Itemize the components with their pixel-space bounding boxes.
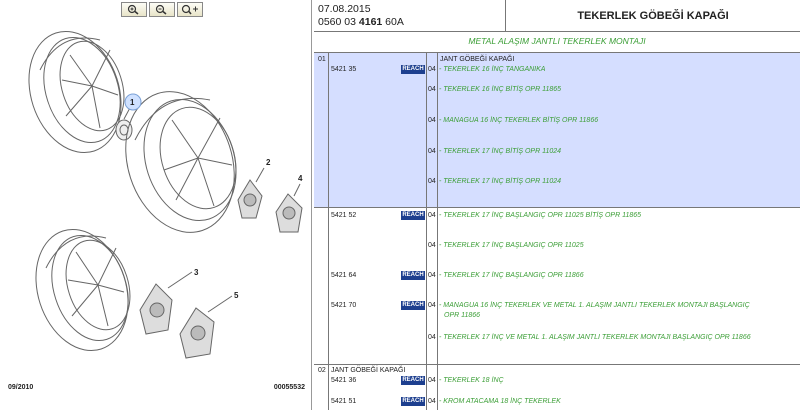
header-info bbox=[314, 0, 506, 32]
header-date: 07.08.2015 bbox=[318, 3, 371, 15]
part-description: - MANAGUA 16 İNÇ TEKERLEK VE METAL 1. ALAŞIM JANTLI TEKERLEK MONTAJI BAŞLANGIÇ bbox=[439, 302, 750, 309]
part-description: - TEKERLEK 16 İNÇ TANGANIKA bbox=[439, 66, 546, 73]
part-description: - MANAGUA 16 İNÇ TEKERLEK BİTİŞ OPR 11866 bbox=[439, 117, 599, 124]
zoom-out-icon bbox=[155, 4, 169, 15]
parts-group-1[interactable] bbox=[314, 53, 800, 207]
part-description: - TEKERLEK 17 İNÇ BAŞLANGIÇ OPR 11866 bbox=[439, 272, 584, 279]
diagram-drawing-code: 00055532 bbox=[273, 384, 305, 391]
group-number: 01 bbox=[318, 56, 326, 63]
reach-badge: REACH bbox=[402, 272, 424, 278]
part-description: - TEKERLEK 16 İNÇ BİTİŞ OPR 11865 bbox=[439, 86, 562, 93]
callout-3[interactable]: 3 bbox=[194, 268, 199, 277]
code: 04 bbox=[428, 212, 436, 219]
hub-cap-5-drawing bbox=[180, 296, 232, 358]
hub-cap-4-drawing bbox=[276, 184, 302, 232]
part-description: - TEKERLEK 17 İNÇ BİTİŞ OPR 11024 bbox=[439, 178, 562, 185]
page-title: TEKERLEK GÖBEĞİ KAPAĞI bbox=[577, 10, 729, 22]
ref-number[interactable]: 5421 51 bbox=[331, 398, 357, 405]
code: 04 bbox=[428, 66, 436, 73]
zoom-fit-button[interactable] bbox=[177, 2, 203, 17]
part-description: - TEKERLEK 17 İNÇ BAŞLANGIÇ OPR 11025 BİTİŞ OPR 11865 bbox=[439, 212, 642, 219]
parts-info-pane bbox=[314, 0, 800, 410]
wheel-3-drawing bbox=[21, 217, 143, 362]
callout-2[interactable]: 2 bbox=[266, 158, 271, 167]
zoom-in-icon bbox=[127, 4, 141, 15]
zoom-in-button[interactable] bbox=[121, 2, 147, 17]
reach-badge: REACH bbox=[402, 398, 424, 404]
header-part-number: 0560 03 4161 60A bbox=[318, 16, 404, 28]
ref-number[interactable]: 5421 36 bbox=[331, 377, 357, 384]
code: 04 bbox=[428, 148, 436, 155]
ref-number[interactable]: 5421 64 bbox=[331, 272, 357, 279]
ref-number[interactable]: 5421 35 bbox=[331, 66, 357, 73]
callout-1[interactable]: 1 bbox=[130, 98, 135, 107]
code: 04 bbox=[428, 334, 436, 341]
part-description: - TEKERLEK 18 İNÇ bbox=[439, 377, 504, 384]
wheel-1-drawing bbox=[14, 19, 136, 164]
reach-badge: REACH bbox=[402, 66, 424, 72]
code: 04 bbox=[428, 398, 436, 405]
code: 04 bbox=[428, 86, 436, 93]
part-description: - TEKERLEK 17 İNÇ BAŞLANGIÇ OPR 11025 bbox=[439, 242, 584, 249]
ref-number[interactable]: 5421 52 bbox=[331, 212, 357, 219]
callout-5[interactable]: 5 bbox=[234, 291, 239, 300]
zoom-toolbar bbox=[121, 2, 205, 17]
group-number: 02 bbox=[318, 367, 326, 374]
header-row bbox=[314, 0, 800, 32]
reach-badge: REACH bbox=[402, 377, 424, 383]
hub-cap-2-drawing bbox=[238, 168, 264, 218]
parts-group-1-cont[interactable] bbox=[314, 207, 800, 364]
code: 04 bbox=[428, 178, 436, 185]
group-label: JANT GÖBEĞİ KAPAĞI bbox=[440, 56, 515, 63]
ref-number[interactable]: 5421 70 bbox=[331, 302, 357, 309]
code: 04 bbox=[428, 302, 436, 309]
section-title: METAL ALAŞIM JANTLI TEKERLEK MONTAJI bbox=[468, 36, 646, 46]
reach-badge: REACH bbox=[402, 302, 424, 308]
hub-cap-3-drawing bbox=[140, 272, 192, 334]
part-description: - KROM ATACAMA 18 İNÇ TEKERLEK bbox=[439, 398, 561, 405]
callout-4[interactable]: 4 bbox=[298, 174, 303, 183]
parts-diagram-pane bbox=[0, 0, 312, 410]
zoom-fit-icon bbox=[181, 4, 199, 15]
parts-group-2[interactable] bbox=[314, 364, 800, 410]
reach-badge: REACH bbox=[402, 212, 424, 218]
code: 04 bbox=[428, 272, 436, 279]
parts-table bbox=[314, 52, 800, 410]
part-description-cont: OPR 11866 bbox=[444, 312, 481, 319]
group-label: JANT GÖBEĞİ KAPAĞI bbox=[331, 367, 406, 374]
zoom-out-button[interactable] bbox=[149, 2, 175, 17]
part-description: - TEKERLEK 17 İNÇ VE METAL 1. ALAŞIM JANTLI TEKERLEK MONTAJI BAŞLANGIÇ OPR 11866 bbox=[439, 334, 751, 341]
code: 04 bbox=[428, 377, 436, 384]
code: 04 bbox=[428, 117, 436, 124]
code: 04 bbox=[428, 242, 436, 249]
diagram-date-code: 09/2010 bbox=[8, 384, 34, 391]
wheel-diagram bbox=[0, 0, 312, 410]
part-description: - TEKERLEK 17 İNÇ BİTİŞ OPR 11024 bbox=[439, 148, 562, 155]
